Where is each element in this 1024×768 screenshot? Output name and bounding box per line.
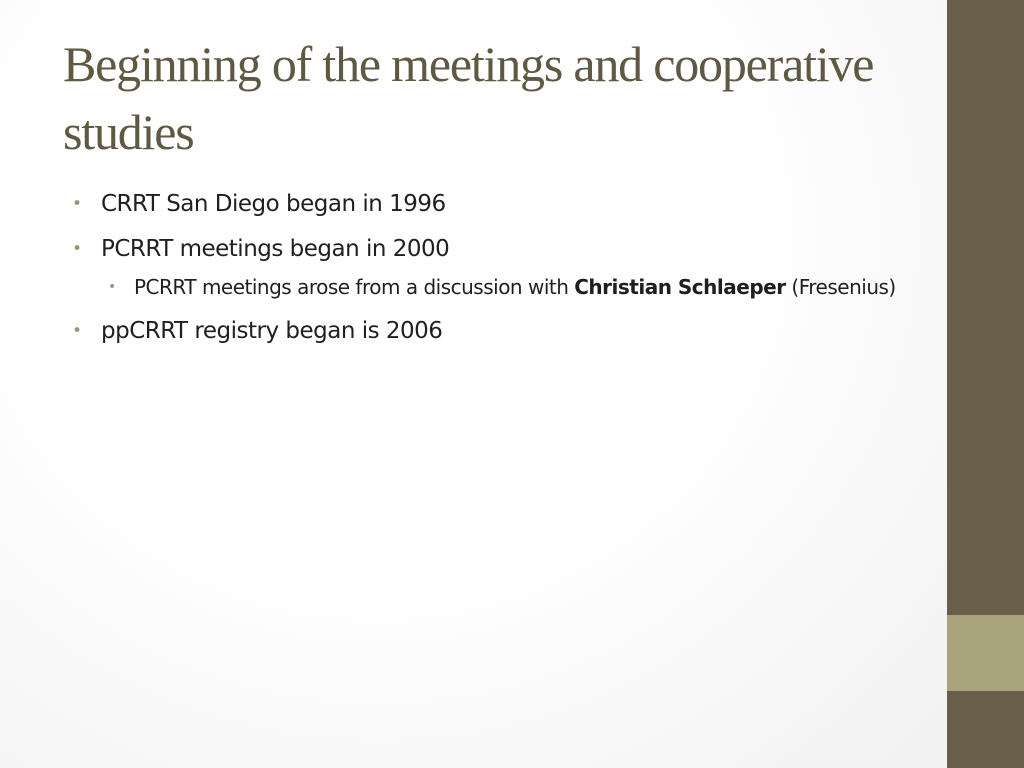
sub-bullet-item bbox=[108, 271, 912, 304]
sub-bullet-bold-name: Christian Schlaeper bbox=[574, 275, 786, 299]
bullet-text: ppCRRT registry began is 2006 bbox=[101, 318, 443, 344]
bullet-list bbox=[72, 186, 912, 358]
bullet-dot-icon: • bbox=[72, 321, 82, 341]
bullet-dot-icon: • bbox=[72, 239, 82, 259]
sub-bullet-list bbox=[108, 271, 912, 304]
bullet-item bbox=[72, 231, 912, 304]
sub-bullet-dot-icon: • bbox=[108, 279, 116, 295]
bullet-text: PCRRT meetings began in 2000 bbox=[101, 236, 450, 262]
bullet-item bbox=[72, 313, 912, 349]
slide-title: Beginning of the meetings and cooperative studies bbox=[63, 36, 874, 160]
sub-bullet-text-before: PCRRT meetings arose from a discussion with bbox=[134, 275, 575, 299]
bullet-dot-icon: • bbox=[72, 194, 82, 214]
sidebar-highlight-block bbox=[947, 615, 1024, 691]
sub-bullet-text-after: (Fresenius) bbox=[785, 275, 896, 299]
bullet-text: CRRT San Diego began in 1996 bbox=[101, 191, 446, 217]
bullet-item bbox=[72, 186, 912, 222]
